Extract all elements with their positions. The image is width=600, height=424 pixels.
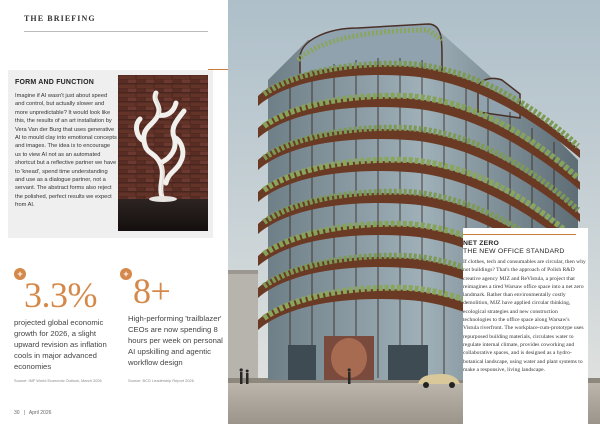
plus-badge: + [120, 268, 132, 280]
stat-description: projected global economic growth for 2026, a slight upward revision as inflation cools in major advanced economies [14, 318, 107, 371]
stat-growth [14, 268, 114, 398]
clay-sculpture-photo [118, 75, 208, 231]
plus-badge: + [14, 268, 26, 280]
masthead-rule [24, 31, 208, 32]
page-number: 30 [14, 410, 20, 416]
net-zero-title: NET ZERO [463, 240, 499, 247]
form-and-function-panel [8, 70, 213, 238]
net-zero-body: If clothes, tech and consumables are circular, then why not buildings? That's the approach of Polish R&D creative agency MJZ and ReVistula, a project that reimagines a tired Warsaw office space into a net zero landmark. Rather than environmentally costly demolition, MJZ have applied circular thinking, ecological strategies and new construction technologies to the office space along Warsaw's Vistula riverfront. The workplace-cum-prototype uses repurposed building materials, circulates water to regulate internal climate, provides coworking and collaborative spaces, and is designed as a hydro-botanical landscape, using water and plant systems to make a responsive, living landscape. [463, 259, 586, 373]
form-and-function-body: Imagine if AI wasn't just about speed and control, but actually slower and more unpredictable? It would look like this, the results of an art installation by Vera Van der Burg that uses generative AI to mould clay into emotional concepts and images. The idea is to encourage us to view AI not as an automated shortcut but a reflective partner we have to 'knead', spend time understanding and use as a dialogue partner, not a servant. The abstract forms also reject the polished, perfect results we expect from AI. [15, 93, 117, 209]
stat-description: High-performing 'trailblazer' CEOs are now spending 8 hours per week on personal AI upskilling and agentic workflow design [128, 314, 223, 367]
masthead: THE BRIEFING [24, 14, 96, 23]
stat-value: 8+ [133, 271, 171, 311]
page-footer [14, 410, 55, 416]
net-zero-subtitle: THE NEW OFFICE STANDARD [463, 248, 565, 255]
stat-ceo-upskilling [120, 268, 225, 398]
stat-value: 3.3% [24, 275, 97, 315]
issue-date: April 2026 [28, 410, 52, 416]
stat-source: Source: BCG Leadership Report 2026 [128, 378, 194, 383]
footer-separator: | [23, 410, 25, 416]
stat-source: Source: IMF World Economic Outlook, March 2026 [14, 378, 102, 383]
net-zero-rule [463, 234, 576, 235]
net-zero-panel [463, 228, 588, 424]
form-and-function-title: FORM AND FUNCTION [15, 79, 94, 86]
